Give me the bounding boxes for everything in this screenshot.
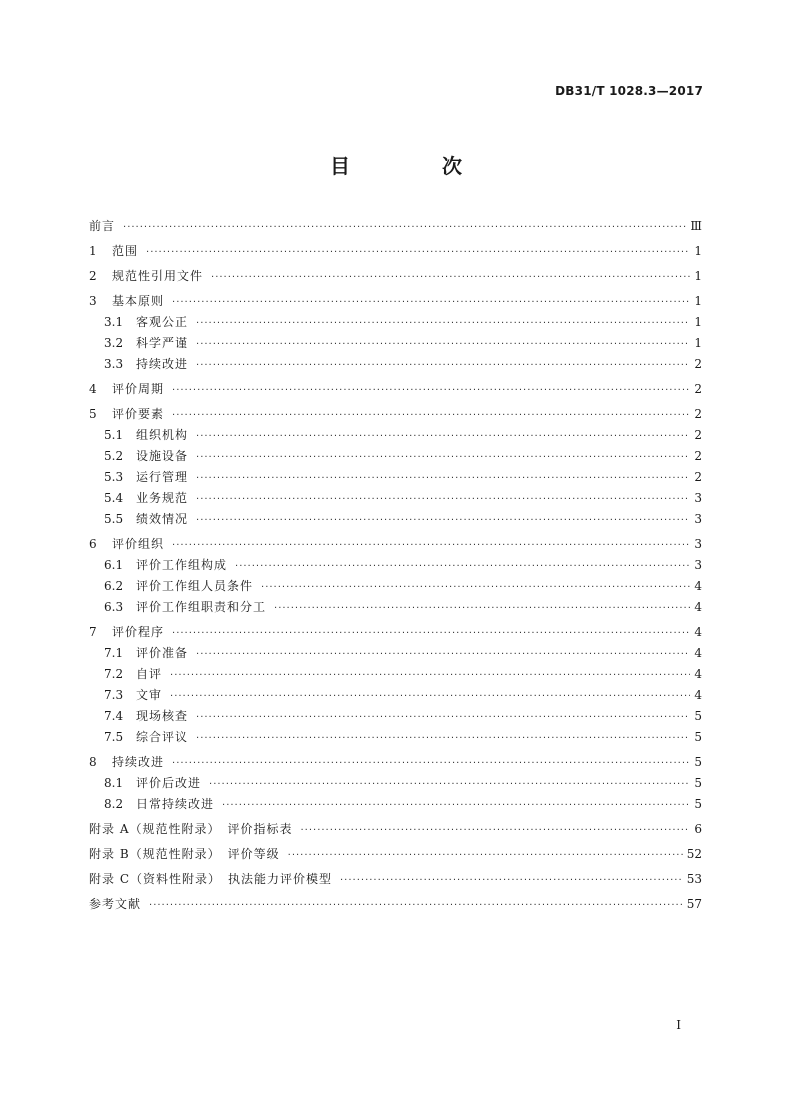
toc-leader-dots (146, 242, 690, 263)
toc-entry-label: 附录 A（规范性附录） 评价指标表 (89, 822, 293, 836)
toc-entry-label: 持续改进 (112, 755, 165, 769)
toc-entry-number: 7.2 (104, 667, 124, 681)
toc-entry-number: 5.4 (104, 491, 124, 505)
toc-entry-page: 1 (694, 294, 702, 308)
toc-entry[interactable] (89, 576, 702, 597)
toc-entry-page: 2 (694, 428, 702, 442)
toc-entry-label: 评价程序 (112, 625, 165, 639)
toc-entry-label: 基本原则 (112, 294, 165, 308)
toc-entry-number: 6.1 (104, 558, 124, 572)
toc-entry-number: 6.3 (104, 600, 124, 614)
toc-leader-dots (222, 795, 690, 816)
toc-entry[interactable] (89, 241, 702, 262)
toc-entry-number: 5 (89, 407, 97, 421)
toc-entry[interactable] (89, 597, 702, 618)
toc-entry-page: 3 (694, 512, 702, 526)
toc-leader-dots (196, 334, 690, 355)
toc-entry-number: 3.3 (104, 357, 124, 371)
toc-entry-number: 8.2 (104, 797, 124, 811)
toc-entry-number: 8.1 (104, 776, 124, 790)
toc-leader-dots (172, 535, 690, 556)
toc-leader-dots (170, 686, 690, 707)
toc-entry-label: 现场核查 (136, 709, 189, 723)
toc-entry[interactable] (89, 379, 702, 400)
toc-entry-page: 4 (694, 600, 702, 614)
toc-entry[interactable] (89, 488, 702, 509)
toc-entry-page: 2 (694, 382, 702, 396)
toc-entry[interactable] (89, 404, 702, 425)
toc-entry-number: 5.1 (104, 428, 124, 442)
toc-entry-page: 5 (694, 797, 702, 811)
page-title: 目 次 (330, 154, 498, 178)
toc-entry-number: 5.2 (104, 449, 124, 463)
toc-entry[interactable] (89, 622, 702, 643)
toc-entry-number: 5.5 (104, 512, 124, 526)
toc-entry[interactable] (89, 727, 702, 748)
toc-entry-page: 52 (686, 847, 702, 861)
toc-leader-dots (172, 405, 690, 426)
toc-entry[interactable] (89, 643, 702, 664)
toc-entry[interactable] (89, 664, 702, 685)
toc-entry[interactable] (89, 354, 702, 375)
toc-leader-dots (196, 426, 690, 447)
toc-entry-label: 运行管理 (136, 470, 189, 484)
toc-entry-number: 7 (89, 625, 97, 639)
toc-entry-label: 自评 (136, 667, 163, 681)
toc-leader-dots (172, 292, 690, 313)
toc-entry-page: 5 (694, 709, 702, 723)
toc-entry-page: 4 (694, 625, 702, 639)
toc-entry-label: 评价工作组构成 (136, 558, 228, 572)
toc-leader-dots (211, 267, 690, 288)
toc-entry[interactable] (89, 333, 702, 354)
toc-entry-label: 规范性引用文件 (112, 269, 204, 283)
toc-entry[interactable] (89, 425, 702, 446)
toc-entry[interactable] (89, 467, 702, 488)
toc-entry-number: 6.2 (104, 579, 124, 593)
toc-entry-label: 文审 (136, 688, 163, 702)
toc-leader-dots (170, 665, 690, 686)
toc-entry-number: 2 (89, 269, 97, 283)
toc-leader-dots (123, 217, 686, 238)
toc-leader-dots (196, 447, 690, 468)
toc-leader-dots (196, 644, 690, 665)
toc-leader-dots (196, 510, 690, 531)
toc-entry[interactable] (89, 685, 702, 706)
toc-entry-label: 评价工作组人员条件 (136, 579, 254, 593)
toc-entry-label: 范围 (112, 244, 139, 258)
toc-entry-number: 7.4 (104, 709, 124, 723)
toc-entry-page: 2 (694, 407, 702, 421)
page-number: I (676, 1018, 681, 1032)
toc-entry-number: 4 (89, 382, 97, 396)
toc-leader-dots (235, 556, 690, 577)
toc-entry-label: 科学严谨 (136, 336, 189, 350)
toc-entry-label: 评价要素 (112, 407, 165, 421)
toc-leader-dots (196, 707, 690, 728)
toc-entry[interactable] (89, 894, 702, 915)
toc-entry-label: 绩效情况 (136, 512, 189, 526)
toc-entry-page: 57 (686, 897, 702, 911)
toc-entry-label: 设施设备 (136, 449, 189, 463)
toc-leader-dots (172, 623, 690, 644)
toc-entry-page: Ⅲ (690, 219, 702, 233)
toc-entry[interactable] (89, 752, 702, 773)
toc-leader-dots (261, 577, 690, 598)
toc-entry[interactable] (89, 534, 702, 555)
toc-entry-page: 1 (694, 336, 702, 350)
toc-entry-page: 4 (694, 646, 702, 660)
toc-entry-label: 评价组织 (112, 537, 165, 551)
toc-entry-number: 6 (89, 537, 97, 551)
toc-leader-dots (196, 468, 690, 489)
toc-entry-number: 7.3 (104, 688, 124, 702)
toc-leader-dots (340, 870, 683, 891)
toc-entry-number: 5.3 (104, 470, 124, 484)
toc-entry-label: 组织机构 (136, 428, 189, 442)
toc-leader-dots (172, 380, 690, 401)
toc-entry-number: 8 (89, 755, 97, 769)
toc-leader-dots (149, 895, 683, 916)
toc-entry[interactable] (89, 706, 702, 727)
toc-entry[interactable] (89, 773, 702, 794)
toc-entry-page: 3 (694, 558, 702, 572)
toc-leader-dots (196, 355, 690, 376)
toc-entry[interactable] (89, 312, 702, 333)
toc-entry-number: 3.1 (104, 315, 124, 329)
toc-entry-label: 业务规范 (136, 491, 189, 505)
toc-entry-label: 参考文献 (89, 897, 142, 911)
toc-leader-dots (196, 728, 690, 749)
toc-leader-dots (196, 313, 690, 334)
table-of-contents (89, 216, 702, 915)
toc-entry-page: 5 (694, 755, 702, 769)
toc-entry-page: 53 (686, 872, 702, 886)
toc-entry-page: 4 (694, 667, 702, 681)
toc-entry-label: 前言 (89, 219, 116, 233)
toc-leader-dots (172, 753, 690, 774)
toc-entry[interactable] (89, 446, 702, 467)
standard-code: DB31/T 1028.3—2017 (555, 84, 703, 98)
toc-entry-page: 4 (694, 688, 702, 702)
toc-entry[interactable] (89, 291, 702, 312)
toc-entry-number: 7.1 (104, 646, 124, 660)
toc-entry-page: 1 (694, 269, 702, 283)
toc-entry-label: 附录 B（规范性附录） 评价等级 (89, 847, 280, 861)
toc-entry[interactable] (89, 555, 702, 576)
toc-entry-label: 日常持续改进 (136, 797, 215, 811)
toc-entry-label: 持续改进 (136, 357, 189, 371)
toc-entry-page: 5 (694, 776, 702, 790)
toc-entry-label: 综合评议 (136, 730, 189, 744)
toc-entry-page: 3 (694, 491, 702, 505)
toc-entry-page: 2 (694, 357, 702, 371)
toc-leader-dots (274, 598, 690, 619)
toc-entry-label: 评价周期 (112, 382, 165, 396)
toc-entry-page: 1 (694, 244, 702, 258)
toc-entry-page: 2 (694, 449, 702, 463)
toc-entry-number: 3 (89, 294, 97, 308)
toc-leader-dots (300, 820, 690, 841)
toc-entry-label: 附录 C（资料性附录） 执法能力评价模型 (89, 872, 332, 886)
toc-entry-label: 评价准备 (136, 646, 189, 660)
toc-entry-number: 3.2 (104, 336, 124, 350)
toc-leader-dots (209, 774, 690, 795)
toc-leader-dots (196, 489, 690, 510)
toc-entry[interactable] (89, 216, 702, 237)
toc-entry-page: 5 (694, 730, 702, 744)
toc-entry-page: 2 (694, 470, 702, 484)
toc-entry-page: 3 (694, 537, 702, 551)
toc-leader-dots (288, 845, 683, 866)
toc-entry-page: 4 (694, 579, 702, 593)
toc-entry[interactable] (89, 844, 702, 865)
toc-entry[interactable] (89, 509, 702, 530)
toc-entry-number: 1 (89, 244, 97, 258)
toc-entry-number: 7.5 (104, 730, 124, 744)
toc-entry-label: 评价工作组职责和分工 (136, 600, 267, 614)
toc-entry-label: 客观公正 (136, 315, 189, 329)
toc-entry[interactable] (89, 794, 702, 815)
toc-entry[interactable] (89, 869, 702, 890)
toc-entry-page: 1 (694, 315, 702, 329)
toc-entry-page: 6 (694, 822, 702, 836)
toc-entry[interactable] (89, 819, 702, 840)
toc-entry-label: 评价后改进 (136, 776, 202, 790)
toc-entry[interactable] (89, 266, 702, 287)
